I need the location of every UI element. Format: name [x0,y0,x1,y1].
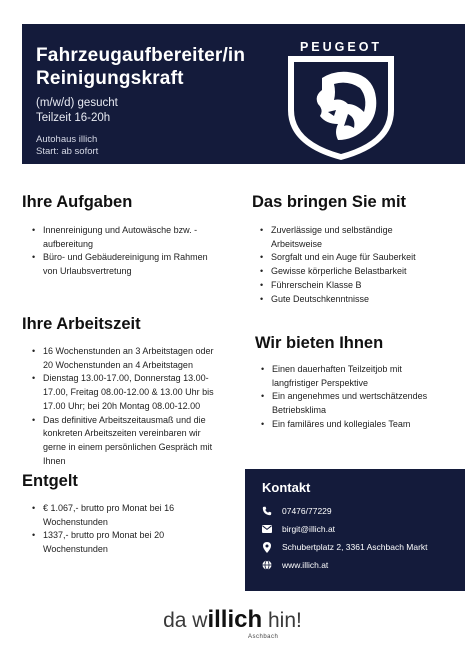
list-item: • Ein angenehmes und wertschätzendes [261,390,461,402]
start-date: Start: ab sofort [36,146,99,157]
list-item-continuation: Wochenstunden [43,516,108,527]
job-title [36,44,245,90]
hero-banner [22,24,465,164]
list-item: • Sorgfalt und ein Auge für Sauberkeit [260,251,460,263]
contact-email-text: birgit@illich.at [282,524,336,534]
aufgaben-list [32,224,247,279]
list-item-continuation: Ihnen [43,455,66,466]
arbeitszeit-list [32,345,247,468]
wordmark-part-da: da w [163,609,208,632]
globe-icon [262,560,272,570]
job-subtitle-line2: Teilzeit 16-20h [36,112,111,124]
list-item-continuation: 20 Wochenstunden an 4 Arbeitstagen [43,359,193,370]
list-item: • Das definitive Arbeitszeitausmaß und die [32,414,247,426]
job-title-line2: Reinigungskraft [36,68,184,89]
aufgaben-heading: Ihre Aufgaben [22,193,133,211]
list-item [261,404,461,416]
list-item-continuation: Arbeitsweise [271,238,323,249]
list-item: • Innenreinigung und Autowäsche bzw. - [32,224,247,236]
location-icon [262,542,272,552]
list-item [260,238,460,250]
phone-icon [262,506,272,516]
list-item [32,543,232,555]
list-item-continuation: von Urlaubsvertretung [43,266,132,277]
list-item [32,441,247,453]
profil-list [260,224,460,306]
list-item: • Zuverlässige und selbständige [260,224,460,236]
wordmark-part-ich: ich [227,606,263,633]
list-item: • Einen dauerhaften Teilzeitjob mit [261,363,461,375]
list-item [261,377,461,389]
wordmark-part-hin: hin! [262,609,302,632]
arbeitszeit-heading: Ihre Arbeitszeit [22,315,141,333]
list-item-continuation: gerne in einem persönlichen Gespräch mit [43,441,213,452]
contact-email[interactable] [262,522,335,536]
contact-phone[interactable] [262,504,332,518]
wordmark-part-ill: ill [207,606,228,633]
list-item: • € 1.067,- brutto pro Monat bei 16 [32,502,232,514]
peugeot-logo-text: PEUGEOT [299,40,383,54]
peugeot-lion-logo-icon [278,54,404,162]
job-title-line1: Fahrzeugaufbereiter/in [36,45,246,66]
contact-web-text: www.illich.at [282,560,329,570]
list-item-continuation: Wochenstunden [43,544,108,555]
list-item: • Büro- und Gebäudereinigung im Rahmen [32,251,247,263]
contact-box [245,469,465,591]
list-item [32,359,247,371]
job-subtitle-line1: (m/w/d) gesucht [36,97,118,109]
list-item: • Ein familäres und kollegiales Team [261,418,461,430]
wordmark-subtitle: Aschbach [248,634,279,640]
list-item [32,400,247,412]
entgelt-list [32,502,232,557]
job-subtitle [36,96,118,126]
list-item-continuation: Betriebsklima [272,405,327,416]
job-meta [36,134,98,158]
company-name: Autohaus illich [36,134,98,145]
list-item-continuation: 17.00, Freitag 08.00-12.00 & 13.00 Uhr bis [43,387,214,398]
list-item: • 16 Wochenstunden an 3 Arbeitstagen oder [32,345,247,357]
contact-phone-text: 07476/77229 [282,506,332,516]
list-item [32,455,247,467]
profil-heading: Das bringen Sie mit [252,193,407,211]
mail-icon [262,524,272,534]
list-item: • 1337,- brutto pro Monat bei 20 [32,529,232,541]
contact-web[interactable] [262,558,328,572]
list-item [32,265,247,277]
list-item: • Führerschein Klasse B [260,279,460,291]
list-item: • Gute Deutschkenntnisse [260,293,460,305]
list-item-continuation: aufbereitung [43,238,94,249]
list-item [32,516,232,528]
entgelt-heading: Entgelt [22,472,78,490]
list-item-continuation: konkreten Arbeitszeiten vereinbaren wir [43,428,201,439]
list-item [32,427,247,439]
footer-wordmark [0,606,465,640]
contact-address [262,540,428,554]
list-item: • Dienstag 13.00-17.00, Donnerstag 13.00- [32,372,247,384]
list-item [32,386,247,398]
list-item: • Gewisse körperliche Belastbarkeit [260,265,460,277]
list-item-continuation: langfristiger Perspektive [272,377,369,388]
contact-address-text: Schubertplatz 2, 3361 Aschbach Markt [282,542,428,552]
angebot-heading: Wir bieten Ihnen [255,334,384,352]
angebot-list [261,363,461,432]
list-item-continuation: 17.00 Uhr; bei 20h Montag 08.00-12.00 [43,400,201,411]
contact-heading: Kontakt [262,480,311,495]
list-item [32,238,247,250]
